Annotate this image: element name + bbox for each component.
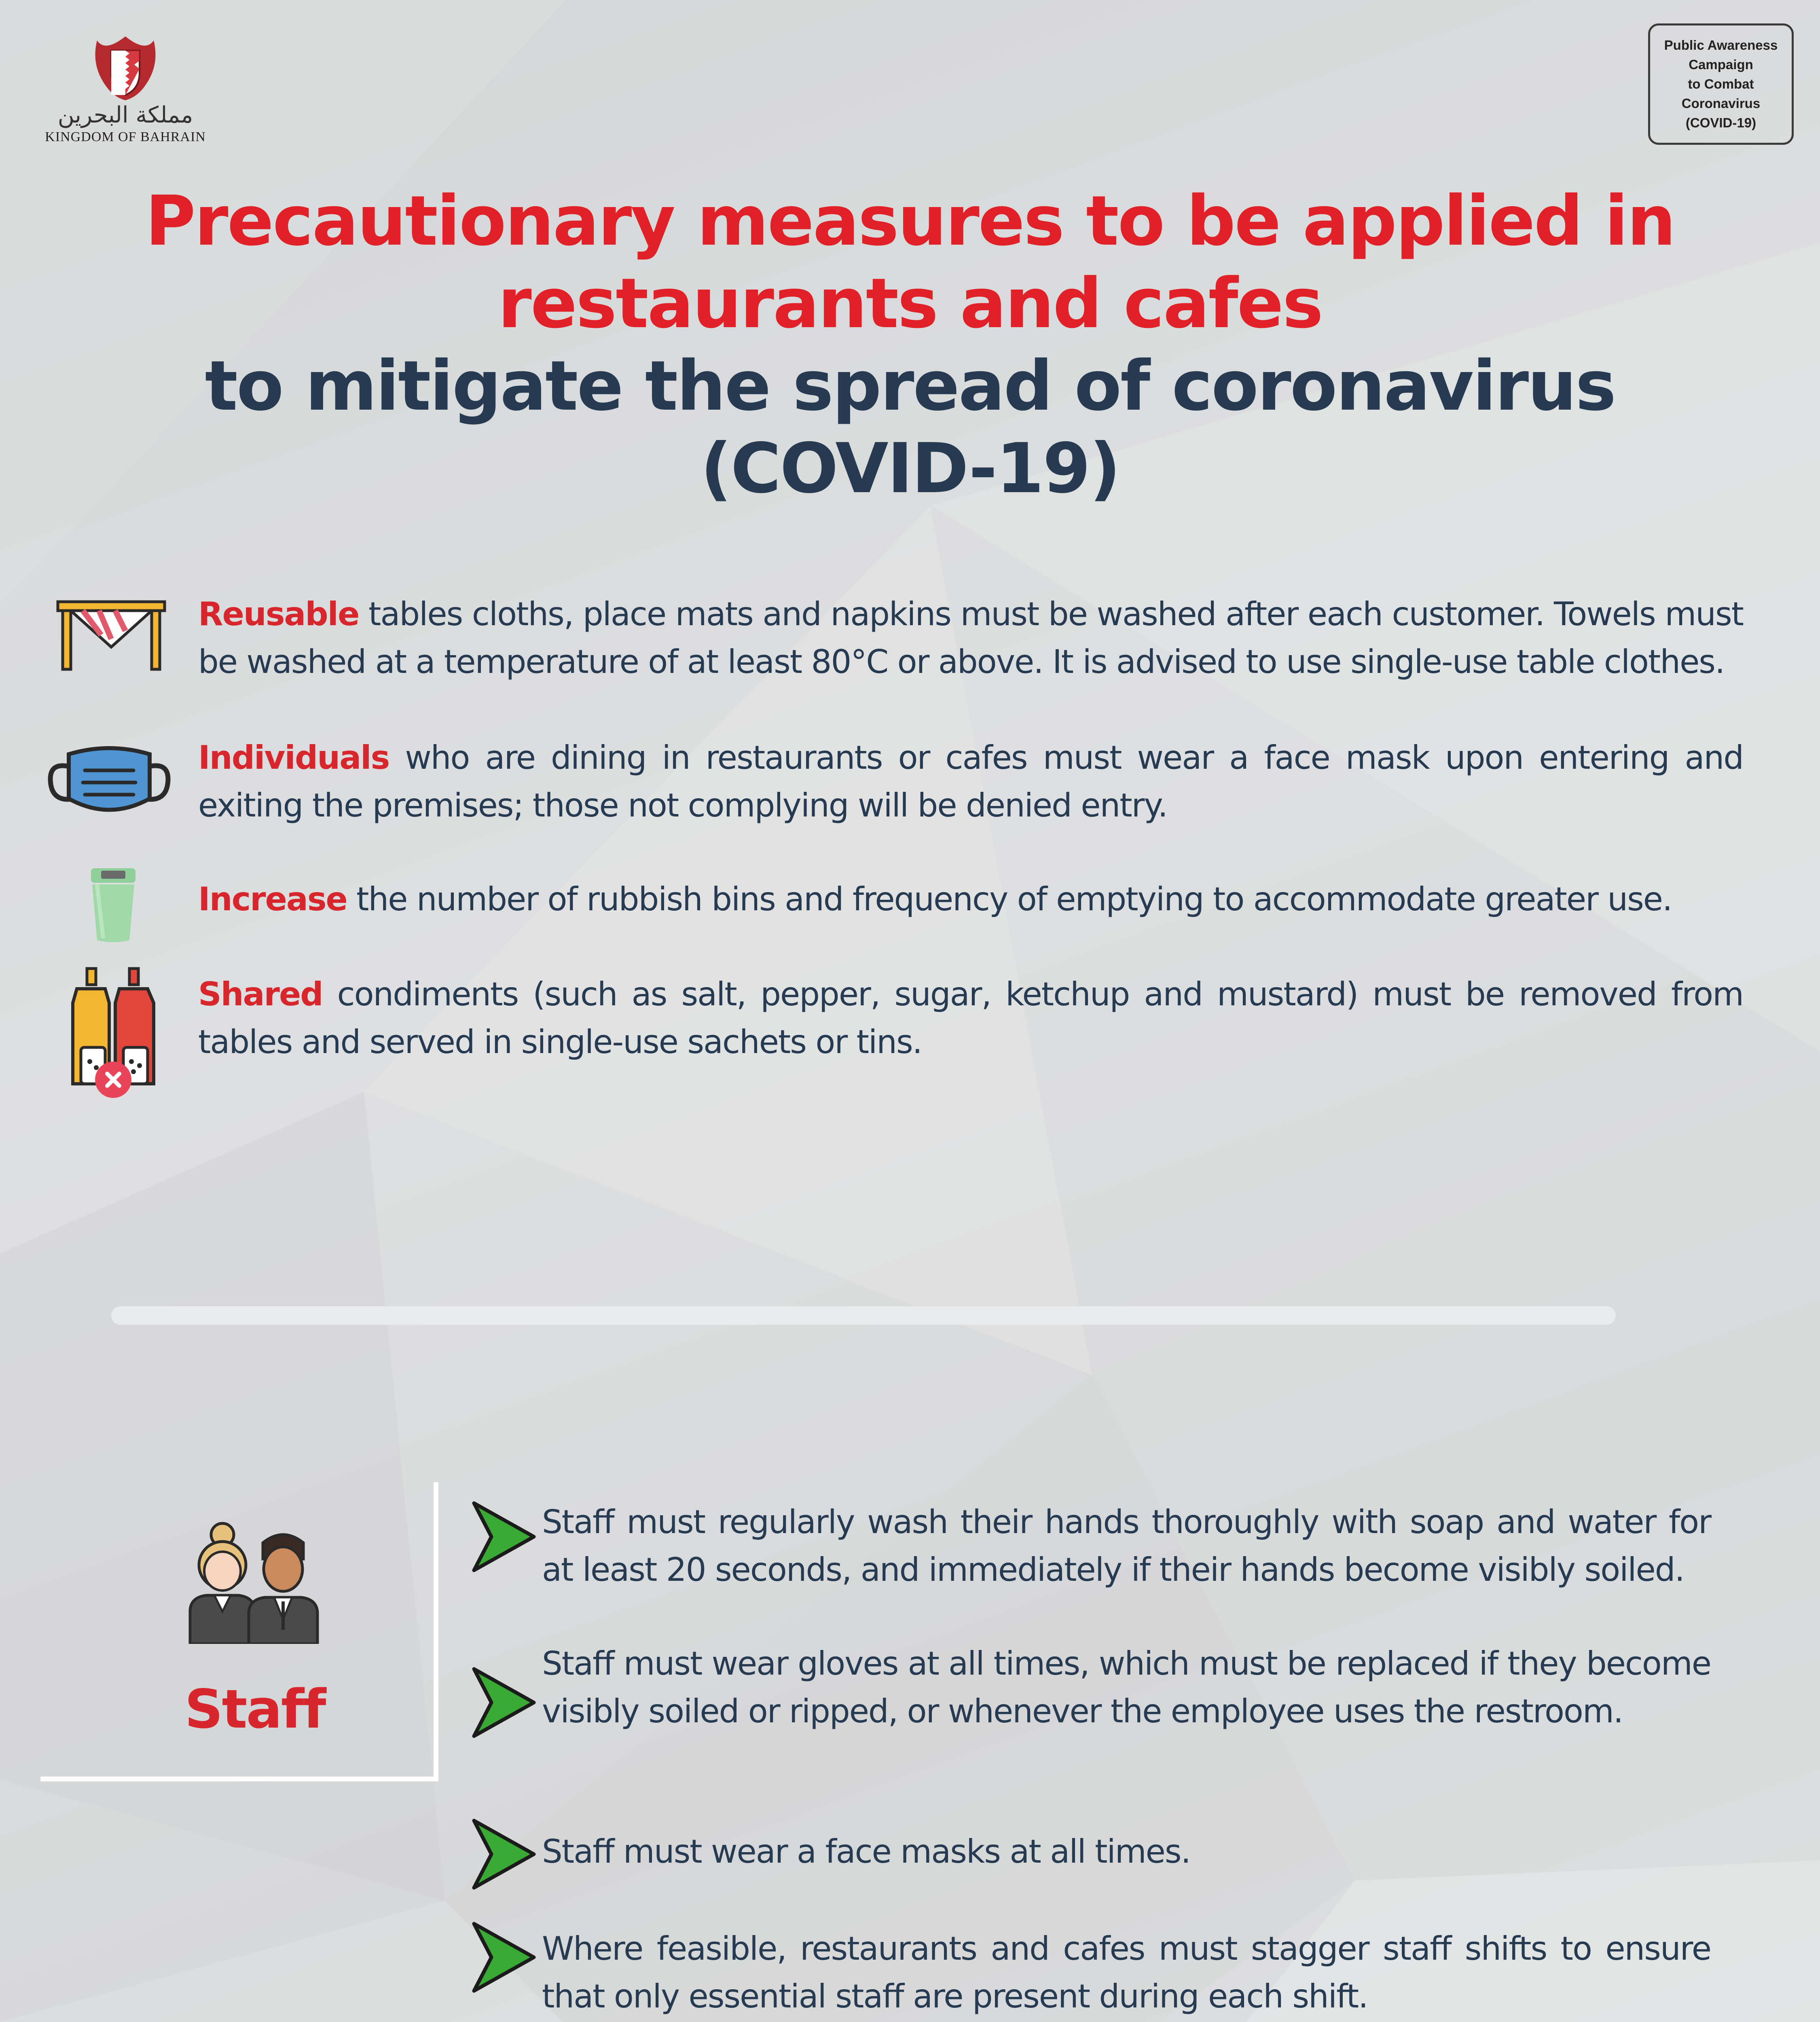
title-navy-line-1: to mitigate the spread of coronavirus xyxy=(205,346,1615,426)
measure-text xyxy=(198,590,1743,686)
measure-item-reusable xyxy=(40,590,1743,686)
logo-arabic-text: مملكة البحرين xyxy=(57,102,193,128)
staff-item xyxy=(465,1640,1719,1735)
badge-line: Coronavirus xyxy=(1681,96,1761,111)
staff-label: Staff xyxy=(184,1678,325,1741)
measure-body: tables cloths, place mats and napkins must be washed after each customer. Towels must be washed at a temperature of at least 80°C or above. It is advised to use single-use table clothes. xyxy=(198,595,1743,681)
measure-body: condiments (such as salt, pepper, sugar, ketchup and mustard) must be removed from tables and served in single-use sachets or tins. xyxy=(198,975,1743,1061)
measure-item-increase xyxy=(40,876,1743,923)
condiments-icon xyxy=(40,971,196,1066)
section-divider xyxy=(111,1306,1616,1325)
page-title xyxy=(81,180,1739,510)
measure-text xyxy=(198,971,1743,1066)
coat-of-arms-icon xyxy=(89,28,162,101)
badge-line: (COVID-19) xyxy=(1685,115,1757,130)
staff-item xyxy=(465,1925,1719,2020)
badge-line: Public Awareness xyxy=(1664,38,1778,53)
table-cloth-icon xyxy=(40,590,196,686)
frame-horizontal-line xyxy=(40,1777,438,1781)
staff-item-text: Staff must wear a face masks at all times. xyxy=(542,1833,1190,1870)
badge-line: to Combat xyxy=(1688,76,1754,91)
logo-english-text: KINGDOM OF BAHRAIN xyxy=(45,129,206,144)
measure-item-individuals xyxy=(40,734,1743,829)
measure-highlight: Reusable xyxy=(198,595,359,633)
staff-people-icon xyxy=(182,1519,328,1644)
kingdom-of-bahrain-logo xyxy=(40,28,210,162)
badge-line: Campaign xyxy=(1689,57,1753,72)
campaign-badge xyxy=(1648,23,1794,145)
staff-item-text: Staff must wear gloves at all times, which must be replaced if they become visibly soiled or ripped, or whenever the employee uses the restroom. xyxy=(542,1645,1711,1730)
measure-body: the number of rubbish bins and frequency of emptying to accommodate greater use. xyxy=(347,880,1672,918)
measure-text xyxy=(198,734,1743,829)
staff-item-text: Staff must regularly wash their hands thoroughly with soap and water for at least 20 seconds, and immediately if their hands become visibly soiled. xyxy=(542,1503,1711,1588)
measure-highlight: Increase xyxy=(198,880,347,918)
face-mask-icon xyxy=(40,734,196,829)
measure-body: who are dining in restaurants or cafes must wear a face mask upon entering and exiting the premises; those not complying will be denied entry. xyxy=(198,739,1743,824)
staff-item-text: Where feasible, restaurants and cafes must stagger staff shifts to ensure that only essential staff are present during each shift. xyxy=(542,1930,1711,2015)
staff-item xyxy=(465,1498,1719,1594)
title-red-line-2: restaurants and cafes xyxy=(497,264,1323,344)
measure-highlight: Individuals xyxy=(198,739,389,776)
title-red-line-1: Precautionary measures to be applied in xyxy=(145,181,1675,261)
measure-highlight: Shared xyxy=(198,975,323,1013)
measure-item-shared xyxy=(40,971,1743,1066)
title-navy-line-2: (COVID-19) xyxy=(700,429,1120,509)
measure-text xyxy=(198,876,1743,923)
staff-item xyxy=(465,1828,1719,1876)
rubbish-bin-icon xyxy=(40,876,196,923)
frame-vertical-line xyxy=(434,1482,438,1781)
